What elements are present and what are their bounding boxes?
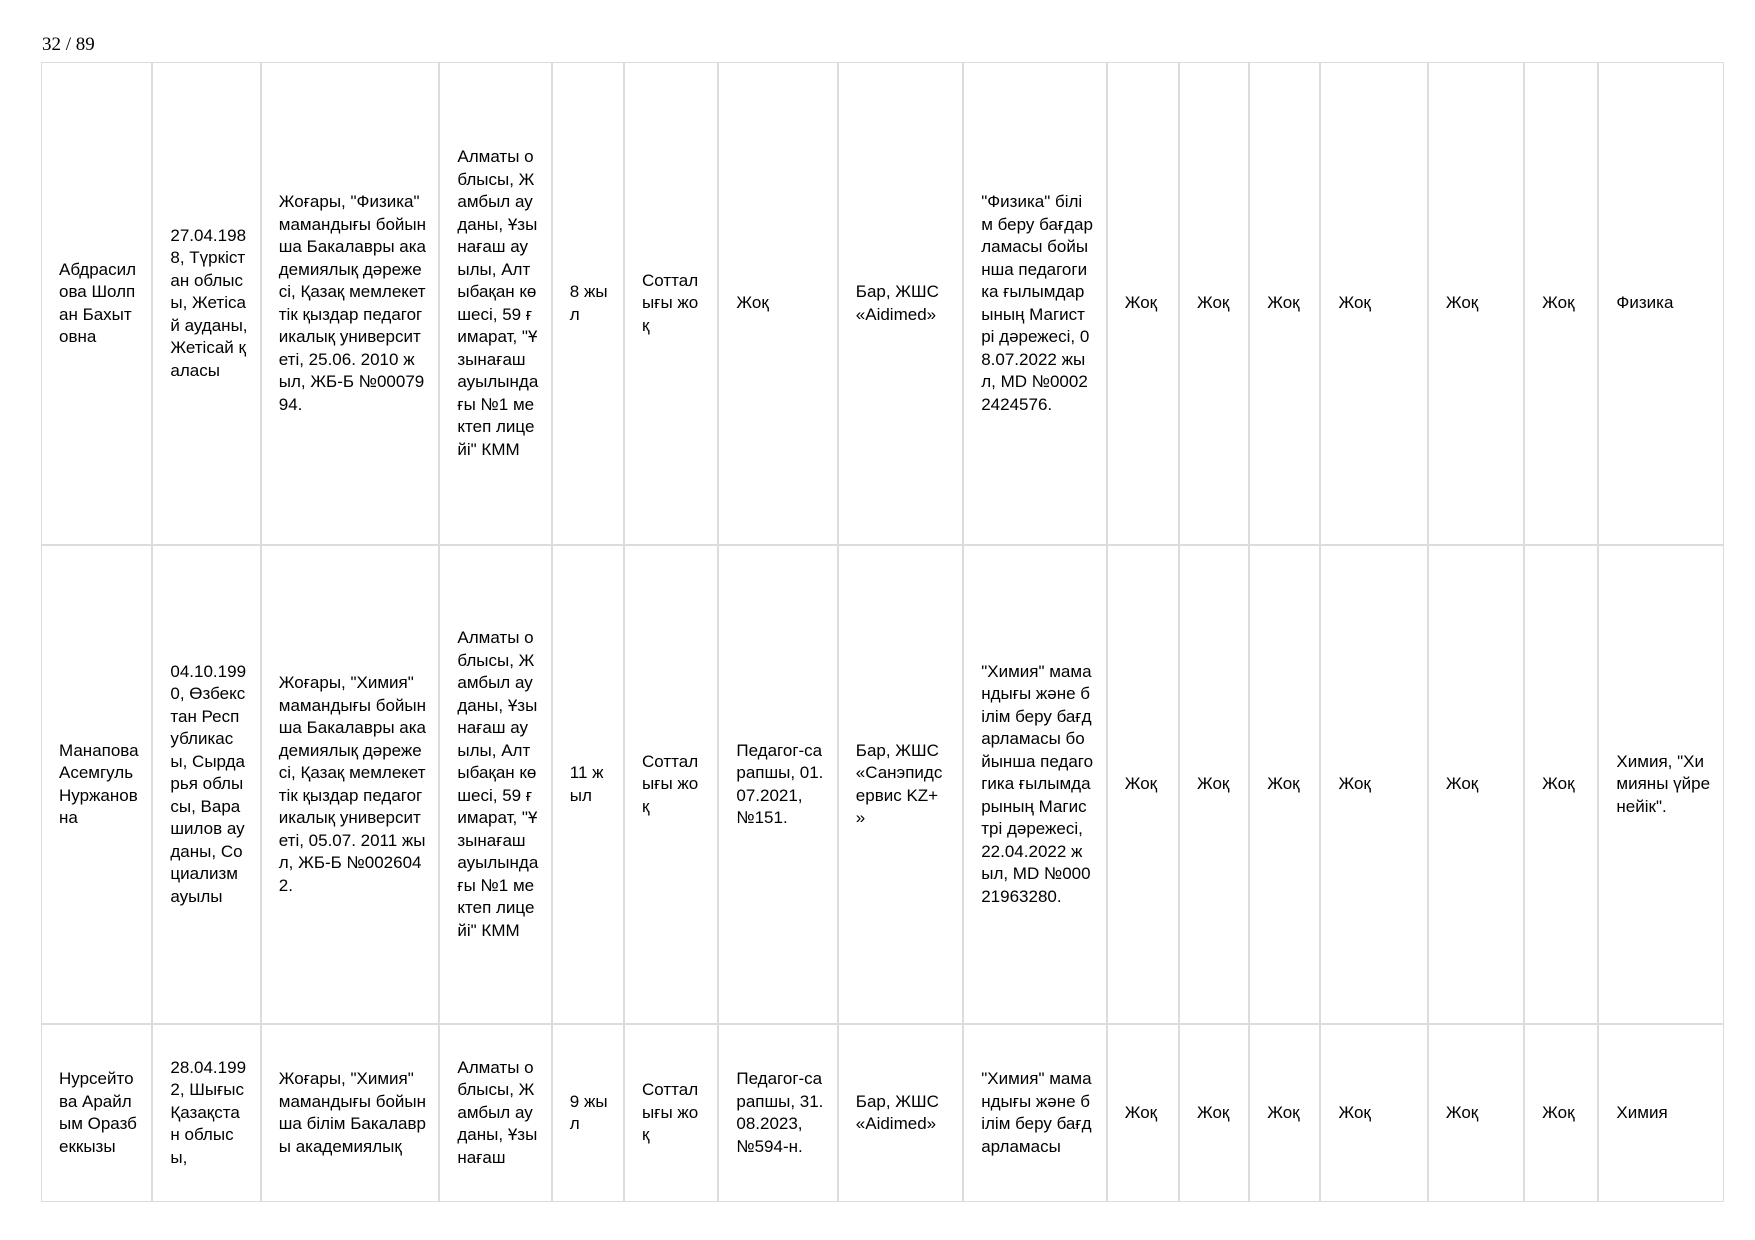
conviction-cell: Сотталығы жоқ: [624, 545, 718, 1024]
name-cell: Нурсейтова Арайлым Оразбеккызы: [41, 1024, 152, 1202]
category-cell: Педагог-сарапшы, 01.07.2021, №151.: [718, 545, 837, 1024]
criterion-cell: Жоқ: [1249, 545, 1320, 1024]
conviction-cell: Сотталығы жоқ: [624, 1024, 718, 1202]
education-cell: Жоғары, "Физика" мамандығы бойынша Бакалавры академиялық дәрежесі, Қазақ мемлекеттік қыздар педагогикалық университеті, 25.06. 2010 жыл, ЖБ-Б №0007994.: [261, 62, 440, 545]
birth-cell: 27.04.1988, Түркістан облысы, Жетісай ауданы, Жетісай қаласы: [152, 62, 260, 545]
workplace-cell: Алматы облысы, Жамбыл ауданы, Ұзынағаш ауылы, Алтыбақан көшесі, 59 ғимарат, "Ұзынағаш ауылындағы №1 мектеп лицейі" КММ: [439, 62, 551, 545]
category-cell: Педагог-сарапшы, 31.08.2023, №594-н.: [718, 1024, 837, 1202]
category-cell: Жоқ: [718, 62, 837, 545]
criterion-cell: Жоқ: [1428, 545, 1524, 1024]
criterion-cell: Жоқ: [1249, 1024, 1320, 1202]
criterion-cell: Жоқ: [1524, 1024, 1598, 1202]
page-number: 32 / 89: [42, 34, 95, 55]
masters-cell: "Химия" мамандығы және білім беру бағдарламасы бойынша педагогика ғылымдарының Магистрі дәрежесі, 22.04.2022 жыл, MD №00021963280.: [963, 545, 1107, 1024]
criterion-cell: Жоқ: [1320, 545, 1427, 1024]
candidates-table: [41, 62, 1724, 1202]
name-cell: Абдрасилова Шолпан Бахытовна: [41, 62, 152, 545]
birth-cell: 28.04.1992, Шығыс Қазақстан облысы,: [152, 1024, 260, 1202]
education-cell: Жоғары, "Химия" мамандығы бойынша Бакалавры академиялық дәрежесі, Қазақ мемлекеттік қыздар педагогикалық университеті, 05.07. 2011 жыл, ЖБ-Б №0026042.: [261, 545, 440, 1024]
birth-cell: 04.10.1990, Өзбекстан Республикасы, Сырдарья облысы, Варашилов ауданы, Социализм ауылы: [152, 545, 260, 1024]
education-cell: Жоғары, "Химия" мамандығы бойынша білім Бакалавры академиялық: [261, 1024, 440, 1202]
experience-cell: 9 жыл: [552, 1024, 624, 1202]
table-row: [41, 1024, 1724, 1202]
criterion-cell: Жоқ: [1524, 62, 1598, 545]
table-row: [41, 62, 1724, 545]
experience-cell: 8 жыл: [552, 62, 624, 545]
criterion-cell: Жоқ: [1524, 545, 1598, 1024]
subject-cell: Химия, "Химияны үйренейік".: [1598, 545, 1724, 1024]
criterion-cell: Жоқ: [1428, 1024, 1524, 1202]
medical-cell: Бар, ЖШС «Aidimed»: [838, 62, 963, 545]
workplace-cell: Алматы облысы, Жамбыл ауданы, Ұзынағаш: [439, 1024, 551, 1202]
criterion-cell: Жоқ: [1320, 62, 1427, 545]
criterion-cell: Жоқ: [1320, 1024, 1427, 1202]
name-cell: Манапова Асемгуль Нуржановна: [41, 545, 152, 1024]
criterion-cell: Жоқ: [1179, 545, 1249, 1024]
conviction-cell: Сотталығы жоқ: [624, 62, 718, 545]
subject-cell: Химия: [1598, 1024, 1724, 1202]
criterion-cell: Жоқ: [1249, 62, 1320, 545]
masters-cell: "Химия" мамандығы және білім беру бағдарламасы: [963, 1024, 1107, 1202]
criterion-cell: Жоқ: [1107, 545, 1179, 1024]
medical-cell: Бар, ЖШС «Санэпидсервис KZ+ »: [838, 545, 963, 1024]
criterion-cell: Жоқ: [1107, 62, 1179, 545]
masters-cell: "Физика" білім беру бағдарламасы бойынша педагогика ғылымдарының Магистрі дәрежесі, 08.07.2022 жыл, MD №00022424576.: [963, 62, 1107, 545]
subject-cell: Физика: [1598, 62, 1724, 545]
workplace-cell: Алматы облысы, Жамбыл ауданы, Ұзынағаш ауылы, Алтыбақан көшесі, 59 ғимарат, "Ұзынағаш ауылындағы №1 мектеп лицейі" КММ: [439, 545, 551, 1024]
table-row: [41, 545, 1724, 1024]
criterion-cell: Жоқ: [1428, 62, 1524, 545]
criterion-cell: Жоқ: [1107, 1024, 1179, 1202]
experience-cell: 11 жыл: [552, 545, 624, 1024]
criterion-cell: Жоқ: [1179, 1024, 1249, 1202]
criterion-cell: Жоқ: [1179, 62, 1249, 545]
medical-cell: Бар, ЖШС «Aidimed»: [838, 1024, 963, 1202]
